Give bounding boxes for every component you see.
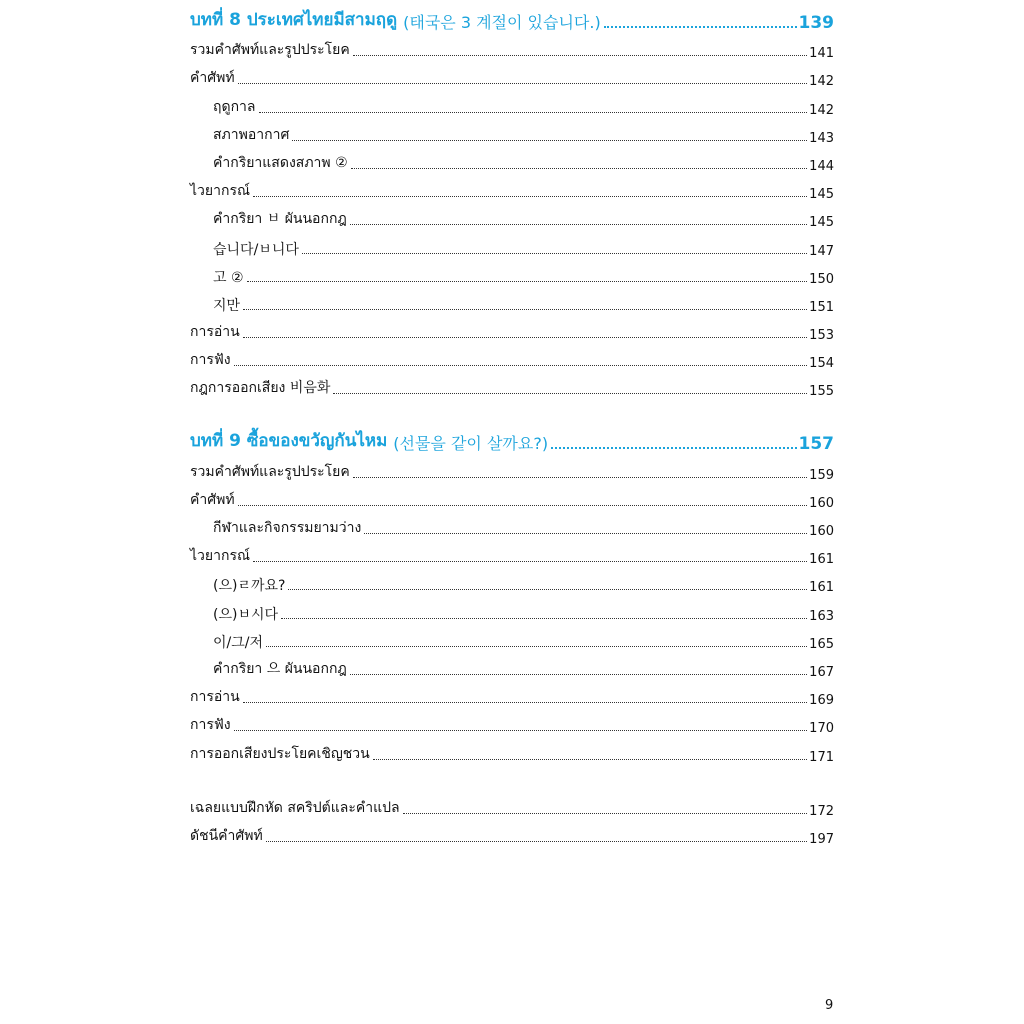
toc-subentry[interactable] <box>190 567 834 595</box>
toc-entry-page: 163 <box>809 608 834 624</box>
dot-leader <box>551 447 796 449</box>
toc-entry[interactable] <box>190 483 834 511</box>
toc-entry-label: การอ่าน <box>190 324 240 341</box>
toc-entry[interactable] <box>190 454 834 482</box>
toc-entry-label: รวมคำศัพท์และรูปประโยค <box>190 42 350 59</box>
toc-entry-page: 165 <box>809 636 834 652</box>
toc-entry-label: ไวยากรณ์ <box>190 548 250 565</box>
toc-entry-page: 161 <box>809 580 834 596</box>
dot-leader <box>350 674 807 675</box>
toc-entry-page: 160 <box>809 524 834 539</box>
toc-entry-label: 지만 <box>213 297 241 314</box>
toc-entry-page: 142 <box>809 74 834 90</box>
toc-entry-page: 154 <box>809 356 834 372</box>
dot-leader <box>351 168 808 169</box>
dot-leader <box>243 337 807 338</box>
toc-subentry[interactable] <box>190 89 834 117</box>
toc-entry[interactable] <box>190 315 834 343</box>
chapter-9-heading[interactable] <box>190 426 834 454</box>
toc-entry-label: การออกเสียงประโยคเชิญชวน <box>190 745 370 762</box>
toc-subentry[interactable] <box>190 595 834 623</box>
dot-leader <box>266 841 807 842</box>
dot-leader <box>281 618 807 619</box>
toc-entry-page: 172 <box>809 803 834 819</box>
toc-entry[interactable] <box>190 371 834 399</box>
toc-entry-label: 이/그/저 <box>213 634 264 651</box>
toc-subentry[interactable] <box>190 146 834 174</box>
toc-entry-label: เฉลยแบบฝึกหัด สคริปต์และคำแปล <box>190 799 400 816</box>
dot-leader <box>253 561 807 562</box>
toc-entry[interactable] <box>190 61 834 89</box>
chapter-9-page: 157 <box>798 434 834 455</box>
toc-entry-label: คำศัพท์ <box>190 491 235 508</box>
chapter-9-title: บทที่ 9 ซื้อของขวัญกันไหม <box>190 431 388 452</box>
toc-entry-page: 144 <box>809 158 834 174</box>
dot-leader <box>353 477 807 478</box>
chapter-8-subtitle: (태국은 3 계절이 있습니다.) <box>403 13 601 32</box>
dot-leader <box>259 112 808 113</box>
toc-entry-label: การอ่าน <box>190 689 240 706</box>
toc-subentry[interactable] <box>190 118 834 146</box>
toc-entry-label: 습니다/ㅂ니다 <box>213 241 299 258</box>
toc-entry[interactable] <box>190 174 834 202</box>
dot-leader <box>292 140 807 141</box>
section-spacer <box>190 765 834 791</box>
dot-leader <box>403 813 808 814</box>
toc-entry-page: 167 <box>809 664 834 680</box>
toc-entry-label: การฟัง <box>190 352 231 369</box>
toc-entry-page: 197 <box>809 831 834 847</box>
toc-entry[interactable] <box>190 33 834 61</box>
toc-entry-page: 153 <box>809 328 834 344</box>
toc-entry-page: 159 <box>809 467 834 483</box>
toc-entry-page: 142 <box>809 102 834 118</box>
toc-entry-page: 145 <box>809 215 834 231</box>
chapter-8-title: บทที่ 8 ประเทศไทยมีสามฤดู <box>190 10 398 30</box>
toc-entry-answer-key[interactable] <box>190 791 834 819</box>
toc-entry-page: 171 <box>809 749 834 765</box>
toc-entry[interactable] <box>190 708 834 736</box>
toc-entry-label: ไวยากรณ์ <box>190 183 250 200</box>
dot-leader <box>353 55 807 56</box>
toc-entry[interactable] <box>190 680 834 708</box>
toc-subentry[interactable] <box>190 230 834 258</box>
dot-leader <box>350 224 807 225</box>
chapter-8-page: 139 <box>798 13 834 33</box>
toc-entry-page: 150 <box>809 271 834 287</box>
toc-entry-label: ฤดูกาล <box>213 98 256 115</box>
dot-leader <box>266 646 807 647</box>
toc-entry-page: 160 <box>809 495 834 511</box>
toc-entry[interactable] <box>190 736 834 764</box>
dot-leader <box>243 702 807 703</box>
dot-leader <box>253 196 807 197</box>
toc-subentry[interactable] <box>190 511 834 539</box>
toc-subentry[interactable] <box>190 652 834 680</box>
toc-entry-label: ดัชนีคำศัพท์ <box>190 827 263 844</box>
toc-subentry[interactable] <box>190 624 834 652</box>
toc-entry-label: รวมคำศัพท์และรูปประโยค <box>190 463 350 480</box>
toc-subentry[interactable] <box>190 287 834 315</box>
toc-entry-page: 141 <box>809 46 834 62</box>
dot-leader <box>238 83 808 84</box>
toc-entry[interactable] <box>190 343 834 371</box>
toc-entry[interactable] <box>190 539 834 567</box>
dot-leader <box>247 281 808 282</box>
toc-entry-page: 143 <box>809 130 834 146</box>
toc-entry-page: 170 <box>809 721 834 737</box>
dot-leader <box>234 365 808 366</box>
toc-entry-label: กฎการออกเสียง 비음화 <box>190 380 331 397</box>
toc-entry-label: 고 ② <box>213 269 244 286</box>
toc-entry-label: (으)ㄹ까요? <box>213 578 286 595</box>
dot-leader <box>604 26 797 28</box>
toc-entry-page: 169 <box>809 693 834 709</box>
dot-leader <box>373 759 807 760</box>
toc-entry-label: คำกริยา 으 ผันนอกกฎ <box>213 660 347 677</box>
toc-entry-label: (으)ㅂ시다 <box>213 606 279 623</box>
toc-subentry[interactable] <box>190 202 834 230</box>
toc-entry-label: กีฬาและกิจกรรมยามว่าง <box>213 520 362 536</box>
toc-entry-label: การฟัง <box>190 717 231 734</box>
dot-leader <box>333 393 807 394</box>
toc-entry-page: 147 <box>809 243 834 259</box>
toc-entry-label: คำกริยาแสดงสภาพ ② <box>213 154 348 171</box>
toc-entry-label: คำศัพท์ <box>190 70 235 87</box>
toc-entry-page: 151 <box>809 299 834 315</box>
dot-leader <box>234 730 808 731</box>
dot-leader <box>288 589 807 590</box>
toc-entry-page: 145 <box>809 187 834 203</box>
dot-leader <box>243 309 807 310</box>
dot-leader <box>302 253 807 254</box>
toc-entry-page: 161 <box>809 552 834 568</box>
dot-leader <box>238 505 808 506</box>
toc-entry-label: สภาพอากาศ <box>213 126 290 143</box>
toc-entry-vocabulary-index[interactable] <box>190 819 834 847</box>
chapter-8-heading[interactable] <box>190 5 834 33</box>
toc-entry-page: 155 <box>809 384 834 400</box>
dot-leader <box>364 533 807 534</box>
toc-subentry[interactable] <box>190 259 834 287</box>
page-number: 9 <box>825 998 834 1013</box>
toc-entry-label: คำกริยา ㅂ ผันนอกกฎ <box>213 211 347 228</box>
table-of-contents <box>190 0 834 847</box>
chapter-9-subtitle: (선물을 같이 살까요?) <box>393 434 549 454</box>
section-spacer <box>190 399 834 421</box>
